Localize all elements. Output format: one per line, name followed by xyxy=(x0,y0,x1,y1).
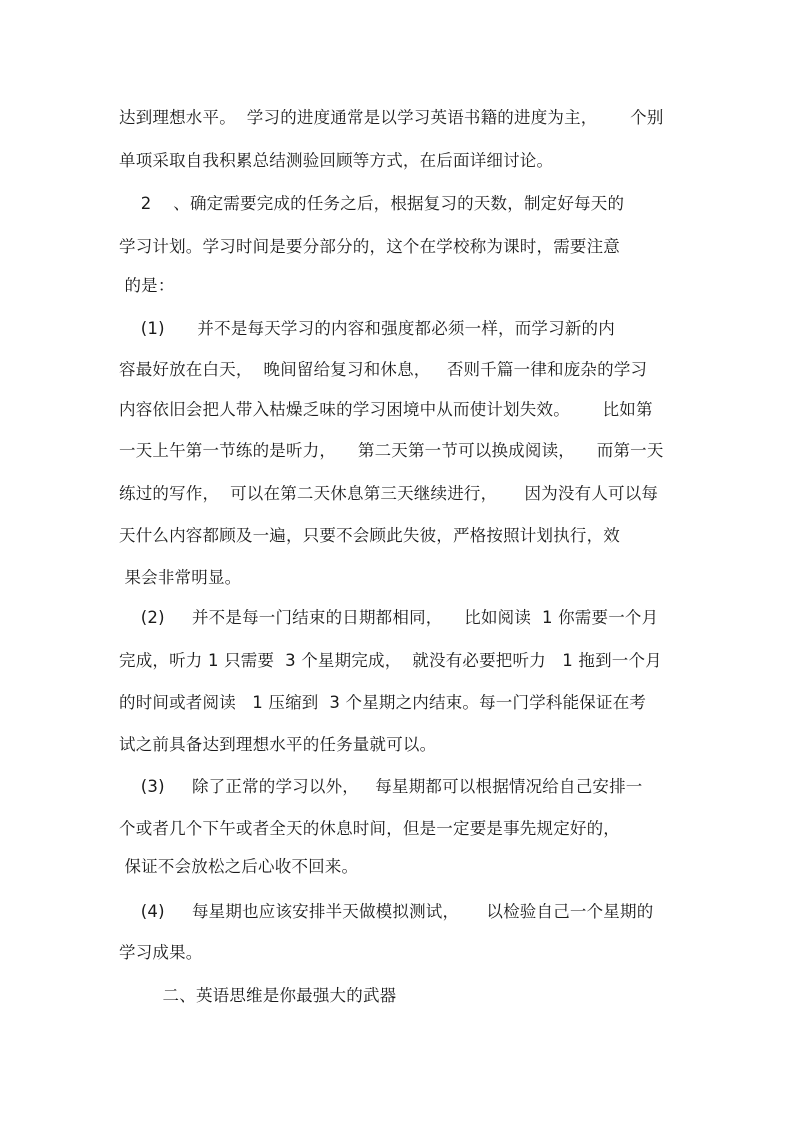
text-line: 单项采取自我积累总结测验回顾等方式，在后面详细讨论。 xyxy=(119,151,554,170)
text-line: 完成，听力 1 只需要 3 个星期完成， 就没有必要把听力 1 拖到一个月 xyxy=(119,651,662,670)
text-line: 容最好放在白天， 晚间留给复习和休息， 否则千篇一律和庞杂的学习 xyxy=(119,360,648,379)
text-line: 练过的写作， 可以在第二天休息第三天继续进行， 因为没有人可以每 xyxy=(119,484,659,503)
text-line: 的是： xyxy=(119,276,175,295)
text-line: (3) 除了正常的学习以外， 每星期都可以根据情况给自己安排一 xyxy=(119,777,643,796)
section-heading: 二、英语思维是你最强大的武器 xyxy=(119,986,397,1005)
text-line: 达到理想水平。 学习的进度通常是以学习英语书籍的进度为主， 个别 xyxy=(119,108,664,127)
text-line: (4) 每星期也应该安排半天做模拟测试， 以检验自己一个星期的 xyxy=(119,902,654,921)
text-line: 学习计划。学习时间是要分部分的，这个在学校称为课时，需要注意 xyxy=(119,237,620,256)
text-line: 天什么内容都顾及一遍，只要不会顾此失彼，严格按照计划执行，效 xyxy=(119,526,620,545)
text-line: 试之前具备达到理想水平的任务量就可以。 xyxy=(119,735,437,754)
text-line: 2 、确定需要完成的任务之后，根据复习的天数，制定好每天的 xyxy=(119,194,625,213)
text-line: 内容依旧会把人带入枯燥乏味的学习困境中从而使计划失效。 比如第 xyxy=(119,400,653,419)
text-line: 的时间或者阅读 1 压缩到 3 个星期之内结束。每一门学科能保证在考 xyxy=(119,693,647,712)
text-line: 学习成果。 xyxy=(119,943,203,962)
text-line: (1) 并不是每天学习的内容和强度都必须一样，而学习新的内 xyxy=(119,319,615,338)
text-line: 个或者几个下午或者全天的休息时间，但是一定要是事先规定好的， xyxy=(119,819,620,838)
text-line: 一天上午第一节练的是听力， 第二天第一节可以换成阅读， 而第一天 xyxy=(119,441,664,460)
text-line: 保证不会放松之后心收不回来。 xyxy=(119,857,359,876)
text-line: (2) 并不是每一门结束的日期都相同， 比如阅读 1 你需要一个月 xyxy=(119,608,659,627)
text-line: 果会非常明显。 xyxy=(119,568,242,587)
